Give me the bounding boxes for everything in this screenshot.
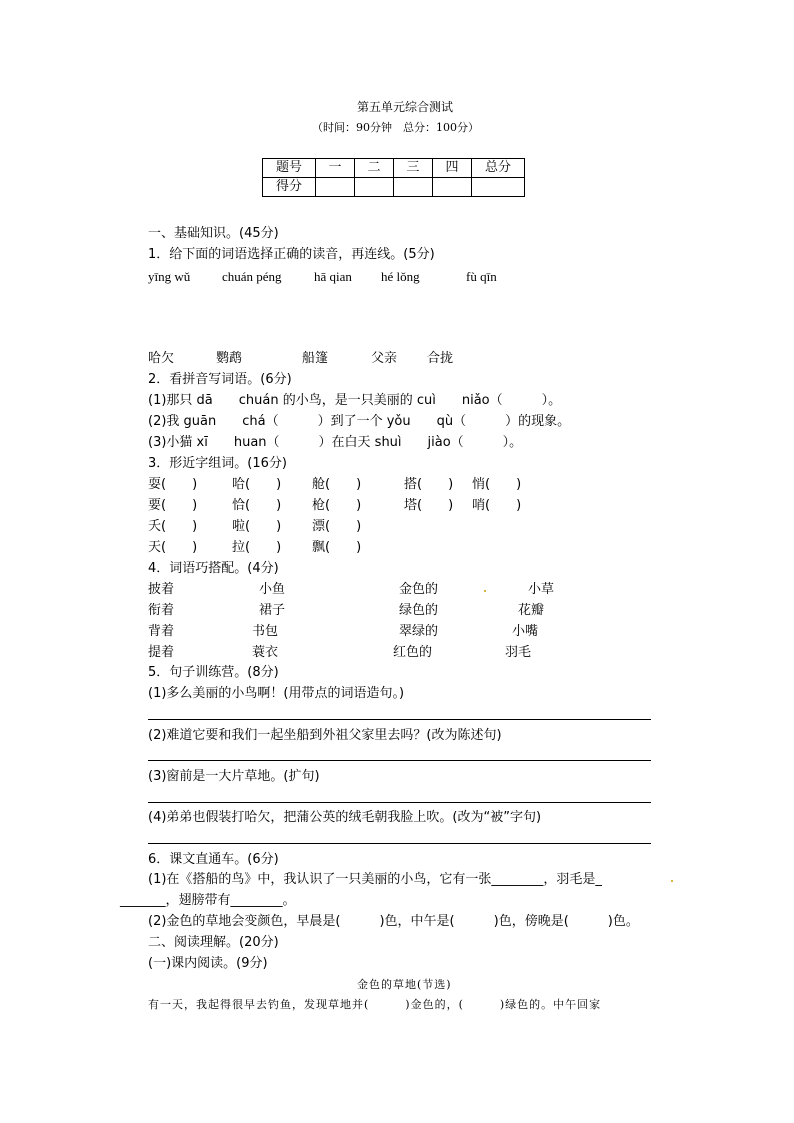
score-input-cell[interactable] xyxy=(472,178,525,197)
passage-line: 有一天，我起得很早去钓鱼，发现草地并( )金色的，( )绿色的。中午回家 xyxy=(148,998,602,1011)
q3-item: 耍( ) xyxy=(148,477,198,492)
q5-item: (3)窗前是一大片草地。(扩句) xyxy=(148,769,320,784)
q4-left-match: 书包 xyxy=(252,624,279,639)
stray-dot xyxy=(484,590,486,592)
score-table-score-row xyxy=(263,178,525,197)
q3-prompt: 3．形近字组词。(16分) xyxy=(148,456,287,471)
q4-left-match: 蓑衣 xyxy=(252,645,279,660)
page-title: 第五单元综合测试 xyxy=(357,100,454,114)
q2-line: (1)那只 dā chuán 的小鸟，是一只美丽的 cuì niǎo（ ）。 xyxy=(148,393,562,408)
q1-pinyin: chuán péng xyxy=(222,269,282,284)
q2-line: (3)小猫 xī huan（ ）在白天 shuì jiào（ ）。 xyxy=(148,435,523,450)
section-2-heading: 二、阅读理解。(20分) xyxy=(148,935,279,950)
q3-item: 悄( ) xyxy=(472,477,522,492)
q3-item: 飘( ) xyxy=(312,540,362,555)
passage-title: 金色的草地(节选) xyxy=(357,978,452,991)
q2-prompt: 2．看拼音写词语。(6分) xyxy=(148,372,292,387)
q3-item: 塔( ) xyxy=(404,498,454,513)
q3-item: 恰( ) xyxy=(232,498,282,513)
q5-item: (2)难道它要和我们一起坐船到外祖父家里去吗？(改为陈述句) xyxy=(148,728,502,743)
q3-item: 枪( ) xyxy=(312,498,362,513)
answer-line[interactable] xyxy=(148,843,651,844)
answer-line[interactable] xyxy=(148,760,651,761)
q6-line: (2)金色的草地会变颜色，早晨是( )色，中午是( )色，傍晚是( )色。 xyxy=(148,914,639,929)
score-input-cell[interactable] xyxy=(355,178,394,197)
q4-prompt: 4．词语巧搭配。(4分) xyxy=(148,561,279,576)
table-cell: 三 xyxy=(394,159,433,178)
q1-word: 合拢 xyxy=(427,351,454,366)
q1-word: 父亲 xyxy=(371,351,398,366)
q1-pinyin: hā qian xyxy=(314,269,352,284)
q4-right-match: 小草 xyxy=(528,582,555,597)
table-cell: 二 xyxy=(355,159,394,178)
q2-line: (2)我 guān chá（ ）到了一个 yǒu qù（ ）的现象。 xyxy=(148,414,571,429)
score-table xyxy=(262,158,525,197)
table-cell: 总分 xyxy=(472,159,525,178)
score-input-cell[interactable] xyxy=(316,178,355,197)
q3-item: 哨( ) xyxy=(472,498,522,513)
q3-item: 要( ) xyxy=(148,498,198,513)
q4-left-word: 披着 xyxy=(148,582,175,597)
page-subtitle: （时间：90分钟 总分：100分） xyxy=(312,121,479,134)
q3-item: 搭( ) xyxy=(404,477,454,492)
q1-word: 鹦鹉 xyxy=(216,351,243,366)
q3-item: 哈( ) xyxy=(232,477,282,492)
section-1-heading: 一、基础知识。(45分) xyxy=(148,226,279,241)
q1-word: 船篷 xyxy=(302,351,329,366)
table-cell: 四 xyxy=(433,159,472,178)
q4-right-word: 绿色的 xyxy=(399,603,439,618)
q4-right-match: 羽毛 xyxy=(505,645,532,660)
q1-prompt: 1．给下面的词语选择正确的读音，再连线。(5分) xyxy=(148,247,435,262)
q3-item: 夭( ) xyxy=(148,519,198,534)
q6-line: _______，翅膀带有________。 xyxy=(120,893,296,908)
q1-pinyin: yīng wǔ xyxy=(148,269,191,284)
q1-pinyin: hé lǒng xyxy=(381,269,420,284)
q5-item: (1)多么美丽的小鸟啊！(用带点的词语造句。) xyxy=(148,686,405,701)
q3-item: 舱( ) xyxy=(312,477,362,492)
score-input-cell[interactable] xyxy=(433,178,472,197)
score-input-cell[interactable] xyxy=(394,178,433,197)
q5-prompt: 5．句子训练营。(8分) xyxy=(148,665,279,680)
score-table-header-row xyxy=(263,159,525,178)
q3-item: 天( ) xyxy=(148,540,198,555)
q4-right-match: 小嘴 xyxy=(512,624,539,639)
q1-word: 哈欠 xyxy=(148,351,175,366)
q3-item: 啦( ) xyxy=(232,519,282,534)
q4-left-match: 裙子 xyxy=(259,603,286,618)
q3-item: 拉( ) xyxy=(232,540,282,555)
q1-pinyin: fù qīn xyxy=(466,269,497,284)
q6-prompt: 6．课文直通车。(6分) xyxy=(148,852,279,867)
answer-line[interactable] xyxy=(148,802,651,803)
q4-left-match: 小鱼 xyxy=(259,582,286,597)
q5-item: (4)弟弟也假装打哈欠，把蒲公英的绒毛朝我脸上吹。(改为“被”字句) xyxy=(148,810,542,825)
q4-right-word: 红色的 xyxy=(393,645,433,660)
table-cell: 题号 xyxy=(263,159,316,178)
q4-right-word: 金色的 xyxy=(399,582,439,597)
q6-line: (1)在《搭船的鸟》中，我认识了一只美丽的小鸟，它有一张________，羽毛是_ xyxy=(148,872,602,887)
q4-right-word: 翠绿的 xyxy=(399,624,439,639)
q3-item: 漂( ) xyxy=(312,519,362,534)
section-2-sub-heading: (一)课内阅读。(9分) xyxy=(148,956,268,971)
q4-left-word: 衔着 xyxy=(148,603,175,618)
answer-line[interactable] xyxy=(148,719,651,720)
q4-left-word: 提着 xyxy=(148,645,175,660)
table-cell: 得分 xyxy=(263,178,316,197)
q4-right-match: 花瓣 xyxy=(518,603,545,618)
stray-dot xyxy=(671,880,673,882)
q4-left-word: 背着 xyxy=(148,624,175,639)
table-cell: 一 xyxy=(316,159,355,178)
